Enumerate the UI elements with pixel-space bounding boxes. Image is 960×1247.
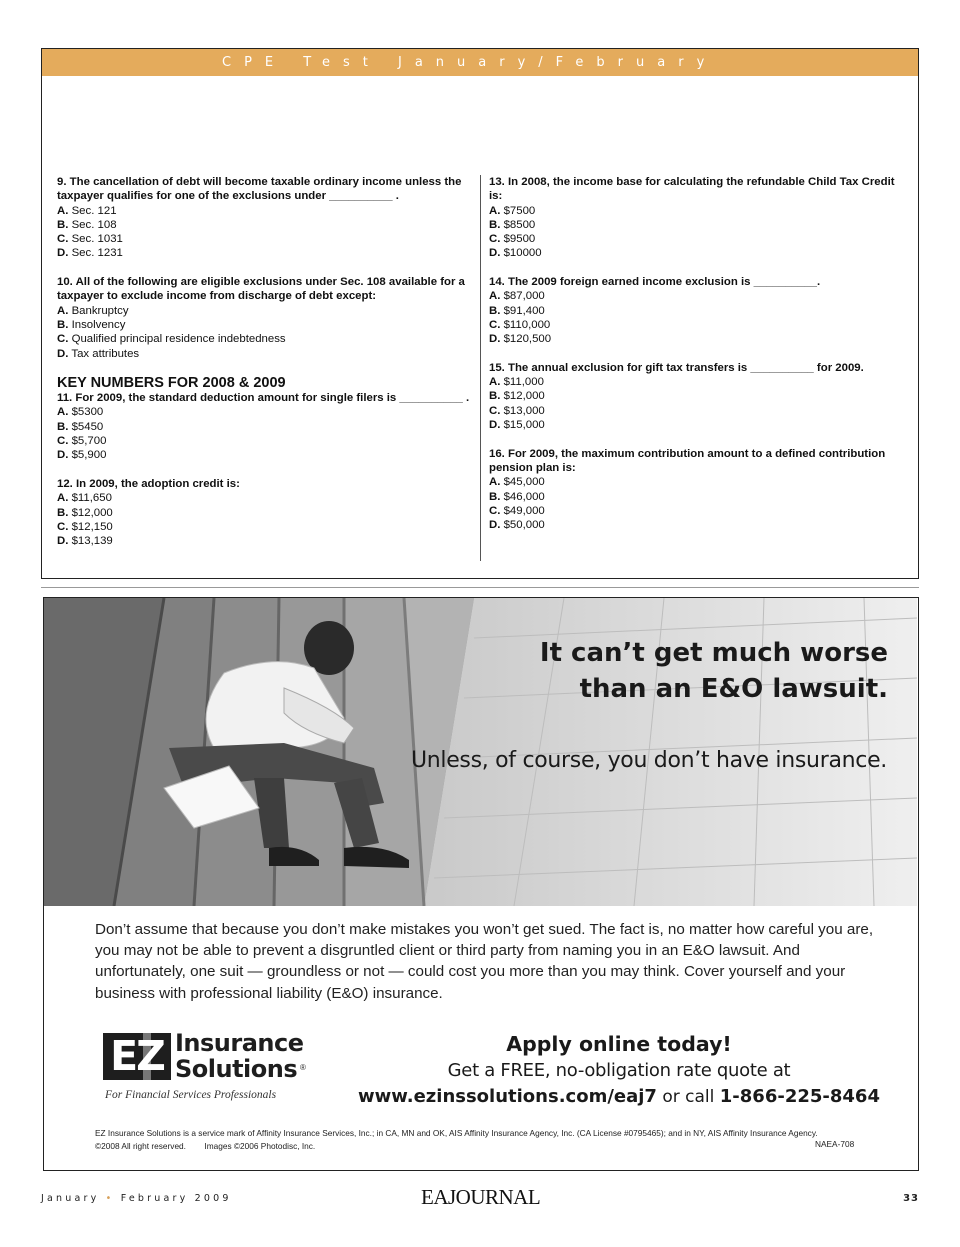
question-text: 11. For 2009, the standard deduction amount for single filers is __________ .: [57, 392, 470, 405]
column-divider: [480, 175, 481, 561]
answer-option: [489, 218, 909, 232]
footer-date: [41, 1193, 232, 1204]
answer-option: [57, 520, 477, 534]
answer-option: [57, 448, 477, 462]
question-16: [489, 447, 909, 533]
ad-headline-line-2: than an E&O lawsuit.: [579, 674, 888, 704]
option-text: $5450: [71, 420, 104, 433]
option-text: $49,000: [503, 504, 545, 517]
footer-journal-logo: EAJOURNAL: [421, 1185, 541, 1209]
option-text: Qualified principal residence indebtedness: [71, 333, 286, 346]
option-text: $13,000: [503, 404, 545, 417]
option-letter: D.: [489, 519, 501, 532]
option-letter: D.: [57, 347, 69, 360]
cpe-test-header: CPE Test January/February: [42, 49, 918, 76]
question-text: 13. In 2008, the income base for calculating the refundable Child Tax Credit is:: [489, 176, 895, 203]
cpe-test-box: [41, 48, 919, 579]
option-letter: A.: [489, 204, 501, 217]
option-text: $120,500: [503, 333, 552, 346]
answer-option: [57, 506, 477, 520]
ez-logo-mark: [103, 1033, 171, 1080]
option-text: $10000: [503, 247, 542, 260]
option-text: $12,150: [71, 520, 113, 533]
option-letter: C.: [57, 435, 69, 448]
answer-option: [489, 375, 909, 389]
option-letter: D.: [57, 535, 69, 548]
option-letter: A.: [57, 406, 69, 419]
disclaimer-line-2: ©2008 All right reserved. Images ©2006 Photodisc, Inc.: [95, 1140, 316, 1151]
answer-option: [489, 404, 909, 418]
option-letter: A.: [489, 376, 501, 389]
ad-url-link[interactable]: www.ezinssolutions.com/eaj7: [358, 1086, 657, 1107]
option-letter: B.: [489, 218, 501, 231]
ad-photo: [44, 598, 917, 906]
answer-option: [489, 204, 909, 218]
option-letter: D.: [57, 247, 69, 260]
option-letter: C.: [489, 404, 501, 417]
option-text: $7500: [503, 204, 536, 217]
logo-word-solutions: Solutions: [175, 1055, 298, 1083]
option-letter: D.: [489, 333, 501, 346]
question-text: 12. In 2009, the adoption credit is:: [57, 477, 240, 490]
option-text: Bankruptcy: [71, 304, 129, 317]
footer-month-2: February 2009: [120, 1193, 232, 1204]
option-text: Sec. 1031: [71, 233, 123, 246]
option-letter: C.: [489, 504, 501, 517]
answer-option: [57, 332, 477, 346]
option-text: Insolvency: [71, 318, 126, 331]
option-letter: C.: [57, 333, 69, 346]
question-text: 9. The cancellation of debt will become taxable ordinary income unless the taxpayer qualifies for one of the exclusions under __________ .: [57, 176, 462, 203]
answer-option: [57, 491, 477, 505]
question-9: [57, 175, 477, 261]
answer-option: [57, 405, 477, 419]
apply-title: Apply online today!: [506, 1032, 732, 1056]
option-text: $50,000: [503, 519, 545, 532]
option-letter: A.: [57, 304, 69, 317]
option-text: $91,400: [503, 304, 545, 317]
answer-option: [57, 347, 477, 361]
ad-subhead: Unless, of course, you don’t have insurance.: [410, 748, 887, 773]
option-letter: D.: [489, 419, 501, 432]
option-text: $5,700: [71, 435, 107, 448]
option-text: $12,000: [71, 506, 113, 519]
option-letter: B.: [57, 506, 69, 519]
option-text: $13,139: [71, 535, 113, 548]
footer-month-1: January: [41, 1193, 100, 1204]
answer-option: [57, 434, 477, 448]
left-column: [57, 175, 477, 563]
question-text: 16. For 2009, the maximum contribution amount to a defined contribution pension plan is:: [489, 447, 886, 474]
option-text: $5300: [71, 406, 104, 419]
option-letter: D.: [489, 247, 501, 260]
answer-option: [489, 504, 909, 518]
option-letter: C.: [489, 318, 501, 331]
section-heading: KEY NUMBERS FOR 2008 & 2009: [57, 375, 286, 392]
option-text: Tax attributes: [71, 347, 140, 360]
answer-option: [57, 204, 477, 218]
option-text: $8500: [503, 218, 536, 231]
answer-option: [57, 534, 477, 548]
logo-mark-letters: EZ: [110, 1032, 164, 1080]
option-text: $87,000: [503, 290, 545, 303]
option-text: $46,000: [503, 490, 545, 503]
question-11: [57, 391, 477, 462]
option-letter: A.: [57, 492, 69, 505]
answer-option: [489, 318, 909, 332]
insurance-advertisement: [43, 597, 919, 1171]
question-13: [489, 175, 909, 261]
option-letter: B.: [57, 318, 69, 331]
answer-option: [489, 304, 909, 318]
option-text: $45,000: [503, 476, 545, 489]
answer-option: [489, 475, 909, 489]
option-text: Sec. 1231: [71, 247, 123, 260]
apply-block: [344, 1030, 894, 1110]
question-text: 14. The 2009 foreign earned income exclusion is __________.: [489, 276, 821, 289]
option-text: $110,000: [503, 318, 551, 331]
option-letter: C.: [489, 233, 501, 246]
question-10: [57, 275, 477, 361]
option-text: $11,000: [503, 376, 544, 389]
option-text: $12,000: [503, 390, 545, 403]
answer-option: [57, 318, 477, 332]
option-letter: C.: [57, 233, 69, 246]
answer-option: [57, 246, 477, 260]
option-text: $5,900: [71, 449, 107, 462]
question-15: [489, 361, 909, 432]
option-letter: B.: [57, 218, 69, 231]
ad-body-text: Don’t assume that because you don’t make mistakes you won’t get sued. The fact is, no matter how careful you are, you may not be able to prevent a disgruntled client or third party from naming you in an E&O lawsuit. And unfortunately, one suit — groundless or not — could cost you more than you may think. Cover yourself and your business with professional liability (E&O) insurance.: [95, 921, 874, 1002]
answer-option: [489, 518, 909, 532]
question-text: 10. All of the following are eligible exclusions under Sec. 108 available for a taxpayer to exclude income from discharge of debt except:: [57, 276, 465, 303]
option-letter: C.: [57, 520, 69, 533]
option-text: Sec. 121: [71, 204, 117, 217]
ad-headline-line-1: It can’t get much worse: [539, 638, 888, 668]
option-text: $11,650: [71, 492, 112, 505]
logo-word-insurance: Insurance: [175, 1029, 304, 1057]
answer-option: [57, 232, 477, 246]
phone-number[interactable]: 1-866-225-8464: [719, 1086, 880, 1107]
option-letter: B.: [57, 420, 69, 433]
option-letter: B.: [489, 304, 501, 317]
option-text: Sec. 108: [71, 218, 117, 231]
answer-option: [489, 232, 909, 246]
logo-tagline: For Financial Services Professionals: [105, 1089, 277, 1101]
ez-insurance-logo: [103, 1030, 313, 1110]
option-letter: A.: [57, 204, 69, 217]
option-letter: B.: [489, 390, 501, 403]
question-14: [489, 275, 909, 346]
answer-option: [489, 389, 909, 403]
section-separator: [41, 587, 919, 588]
answer-option: [489, 332, 909, 346]
answer-option: [57, 420, 477, 434]
option-letter: B.: [489, 490, 501, 503]
footer-separator: •: [105, 1193, 115, 1204]
disclaimer: [95, 1127, 855, 1152]
option-letter: D.: [57, 449, 69, 462]
apply-line: Get a FREE, no-obligation rate quote at: [447, 1060, 791, 1081]
question-12: [57, 477, 477, 548]
registered-mark: ®: [300, 1063, 306, 1072]
question-text: 15. The annual exclusion for gift tax transfers is __________ for 2009.: [489, 361, 864, 374]
option-letter: A.: [489, 476, 501, 489]
option-text: $15,000: [503, 419, 545, 432]
answer-option: [489, 246, 909, 260]
page-number: 33: [903, 1193, 919, 1204]
right-column: [489, 175, 909, 547]
option-text: $9500: [503, 233, 536, 246]
or-call-text: or call: [656, 1087, 720, 1107]
answer-option: [489, 418, 909, 432]
answer-option: [57, 304, 477, 318]
answer-option: [489, 289, 909, 303]
option-letter: A.: [489, 290, 501, 303]
answer-option: [57, 218, 477, 232]
apply-contact: [344, 1084, 894, 1110]
answer-option: [489, 490, 909, 504]
ad-code: NAEA-708: [815, 1139, 855, 1149]
disclaimer-line-1: EZ Insurance Solutions is a service mark of Affinity Insurance Services, Inc.; in CA, MN and OK, AIS Affinity Insurance Agency, Inc. (CA License #0795465); and in NY, AIS Affinity Insurance Agency.: [95, 1128, 818, 1138]
